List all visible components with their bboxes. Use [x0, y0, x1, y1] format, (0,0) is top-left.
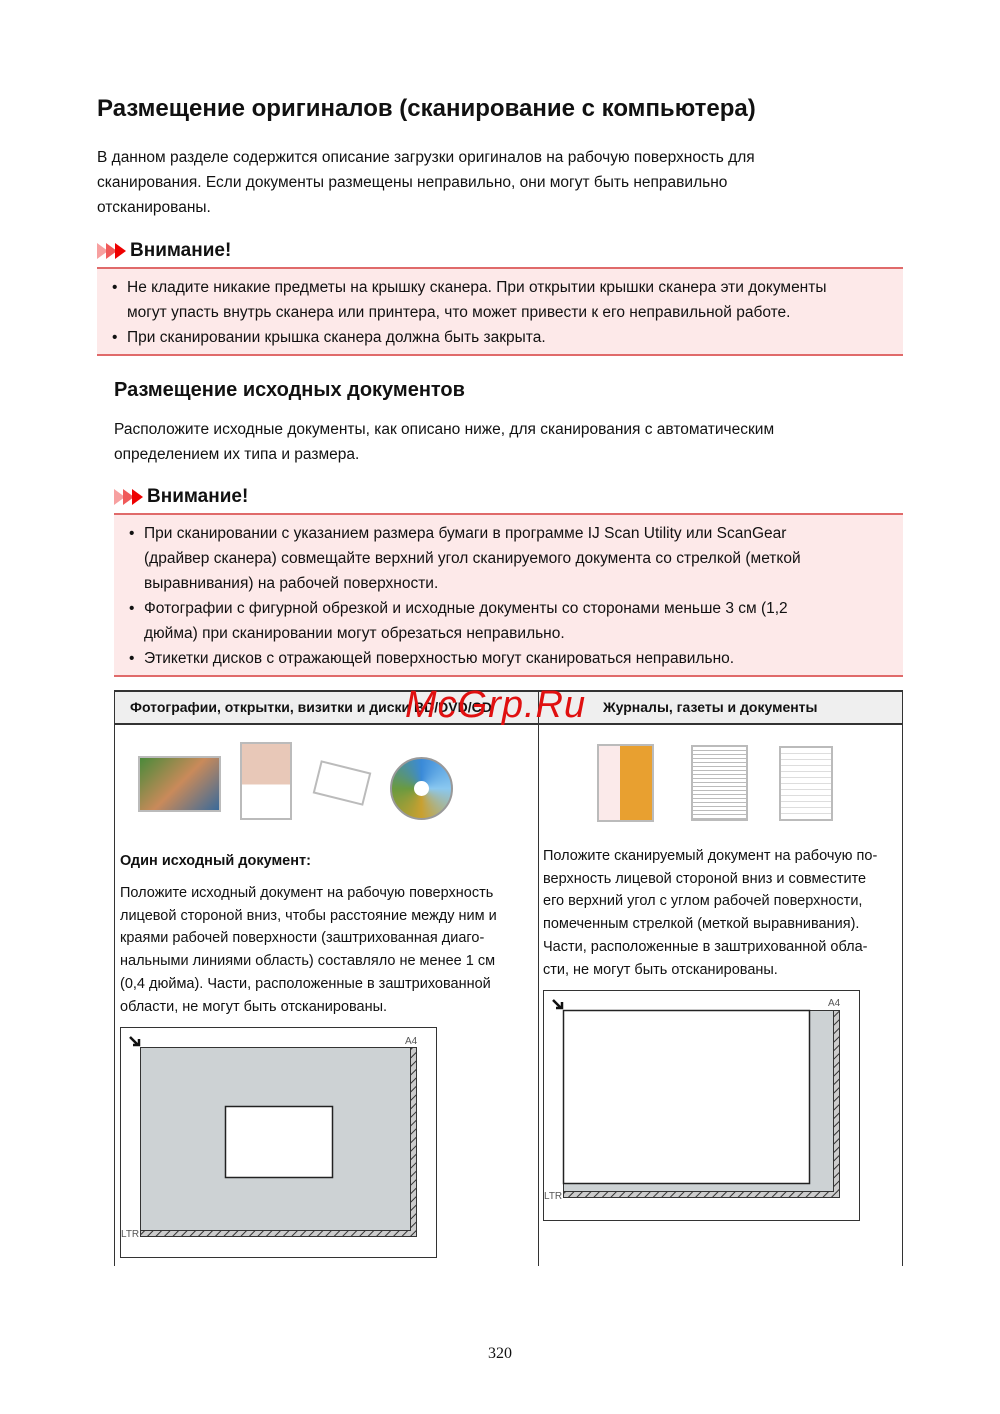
- warning-item: • Этикетки дисков с отражающей поверхностью могут сканироваться неправильно.: [114, 646, 903, 671]
- warning-item: • При сканировании с указанием размера бумаги в программе IJ Scan Utility или ScanGear (драйвер сканера) совмещайте верхний угол сканируемого документа со стрелкой (меткой выравнивания) на рабочей поверхности.: [114, 521, 903, 596]
- column-header-photos: Фотографии, открытки, визитки и диски BD/DVD/CD: [130, 699, 492, 715]
- left-instructions: Положите исходный документ на рабочую поверхность лицевой стороной вниз, чтобы расстояние между ним и краями рабочей поверхности (заштрихованная диаго- нальными линиями область) составляло не менее 1 см (0,4 дюйма). Части, расположенные в заштрихованной области, не могут быть отсканированы.: [120, 885, 497, 1015]
- section-text: Расположите исходные документы, как описано ниже, для сканирования с автоматическим определением их типа и размера.: [114, 421, 775, 463]
- column-header-documents: Журналы, газеты и документы: [603, 699, 818, 715]
- warning-item: • При сканировании крышка сканера должна быть закрыта.: [97, 325, 903, 350]
- ltr-label: LTR: [544, 1191, 563, 1202]
- intro-line: В данном разделе содержится описание загрузки оригиналов на рабочую поверхность для: [97, 149, 755, 166]
- page-title: Размещение оригиналов (сканирование с компьютера): [97, 95, 756, 122]
- page-number: 320: [488, 1345, 512, 1362]
- intro-line: отсканированы.: [97, 199, 211, 216]
- left-platen-diagram: [121, 1028, 437, 1258]
- warning-label: Внимание!: [130, 240, 232, 261]
- intro-line: сканирования. Если документы размещены неправильно, они могут быть неправильно: [97, 174, 728, 191]
- ltr-label: LTR: [121, 1229, 140, 1240]
- watermark: McGrp.Ru: [405, 684, 587, 726]
- right-platen-diagram: [544, 991, 860, 1221]
- a4-label: A4: [405, 1036, 418, 1047]
- warning-label: Внимание!: [147, 486, 249, 507]
- warning-item: • Фотографии с фигурной обрезкой и исходные документы со сторонами меньше 3 см (1,2 дюйма) при сканировании могут обрезаться неправильно.: [114, 596, 903, 646]
- section-title: Размещение исходных документов: [114, 379, 465, 401]
- single-original-heading: Один исходный документ:: [120, 853, 311, 869]
- warning-item: • Не кладите никакие предметы на крышку сканера. При открытии крышки сканера эти документы могут упасть внутрь сканера или принтера, что может привести к его неправильной работе.: [97, 275, 903, 325]
- right-instructions: Положите сканируемый документ на рабочую по- верхность лицевой стороной вниз и совместите его верхний угол с углом рабочей поверхности, помеченным стрелкой (меткой выравнивания). Части, расположенные в заштрихованной обла- сти, не могут быть отсканированы.: [543, 848, 878, 978]
- a4-label: A4: [828, 998, 841, 1009]
